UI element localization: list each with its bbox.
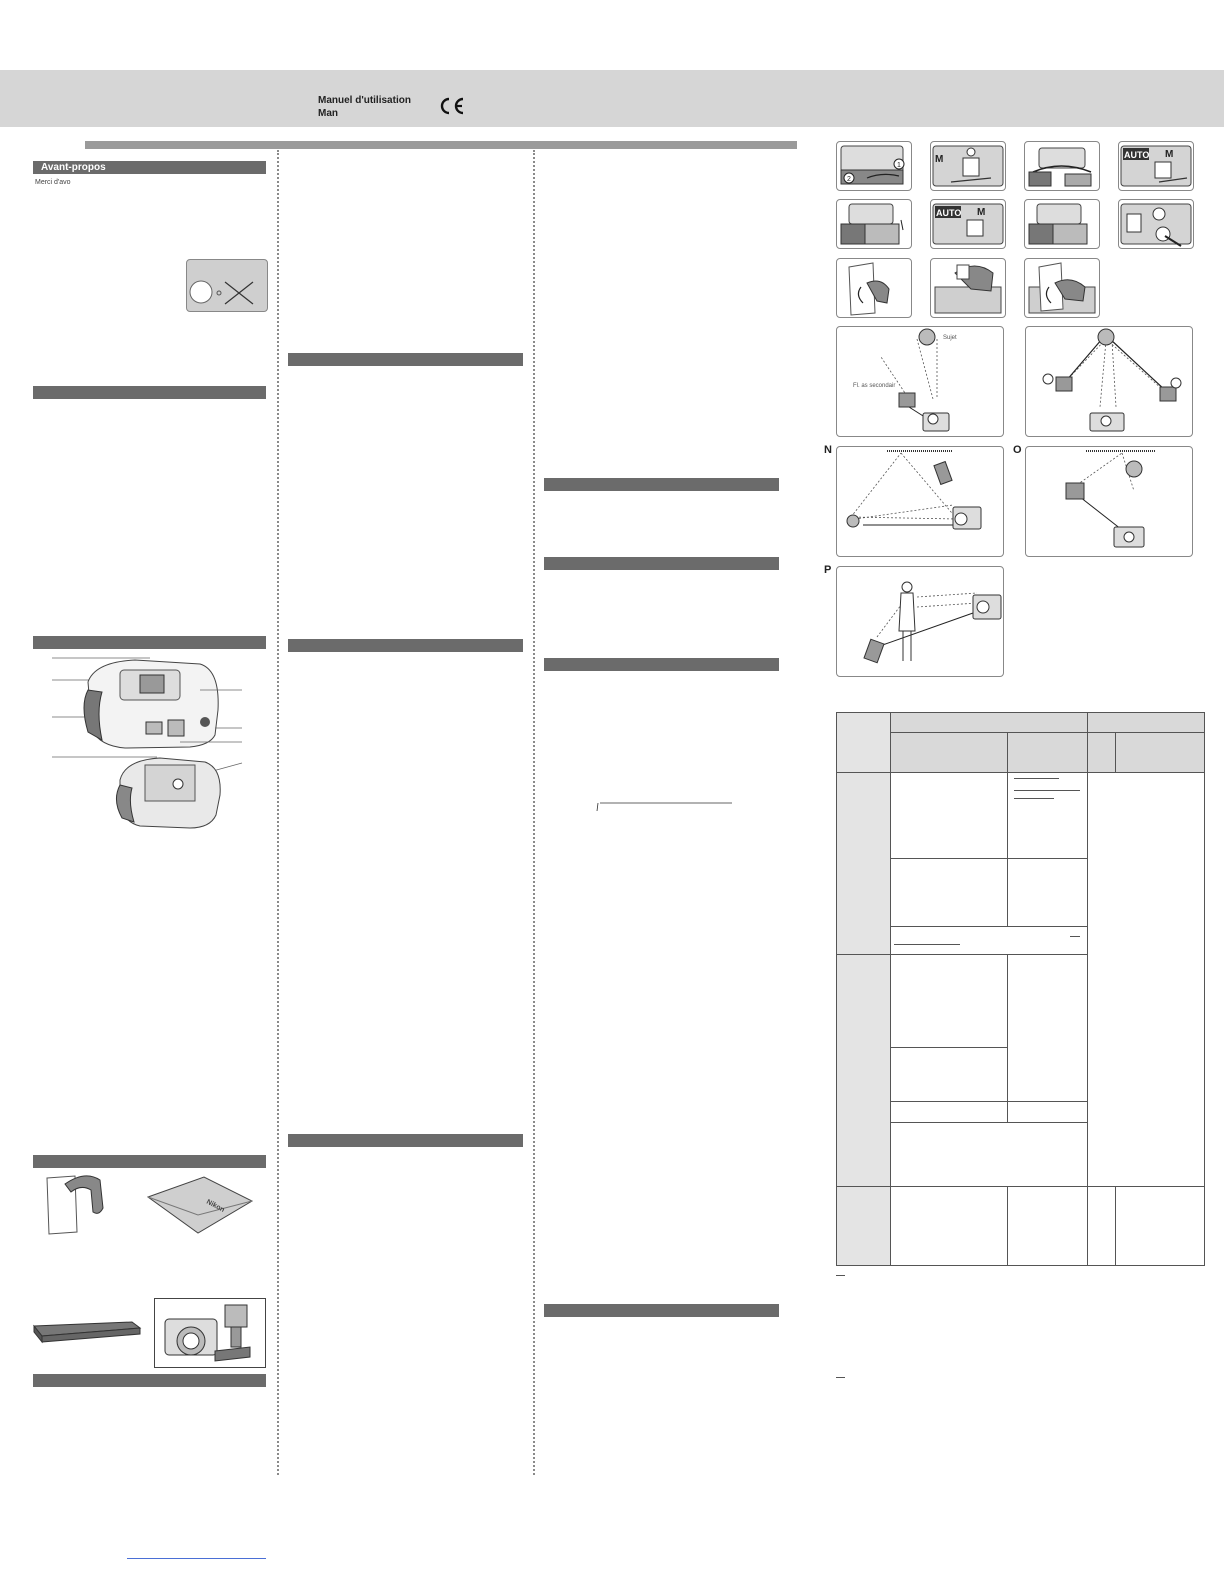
section-bar-2 xyxy=(33,386,266,399)
svg-text:1: 1 xyxy=(897,162,901,169)
svg-text:2: 2 xyxy=(847,176,851,183)
secondary-flash-label: Fl. as secondair xyxy=(853,383,896,389)
flash-unit-illustration xyxy=(50,650,250,835)
section-bar-8 xyxy=(288,1134,523,1147)
step-illustration-8 xyxy=(1118,199,1194,249)
manual-title-line1: Manuel d'utilisation xyxy=(318,95,411,106)
step-illustration-3 xyxy=(1024,141,1100,191)
diagram-letter-o: O xyxy=(1013,444,1022,456)
m-label-2: M xyxy=(977,207,986,218)
subject-label: Sujet xyxy=(943,335,957,341)
diffuser-illustration xyxy=(45,1170,115,1235)
prohibit-icon xyxy=(187,260,267,311)
pouch-illustration xyxy=(146,1175,254,1235)
table-row-header-col xyxy=(836,712,890,1266)
section-bar-6 xyxy=(288,353,523,366)
lighting-diagram-o xyxy=(1025,446,1193,557)
svg-text:Nikon: Nikon xyxy=(205,1198,226,1214)
footer-link[interactable] xyxy=(127,1558,266,1559)
lighting-diagram-n xyxy=(836,446,1004,557)
lighting-diagram-p xyxy=(836,566,1004,677)
footnote-mark-2 xyxy=(836,1377,845,1378)
footnote-mark-1 xyxy=(836,1275,845,1276)
header-band xyxy=(0,70,1224,127)
camera-with-flash-illustration xyxy=(154,1298,266,1368)
intro-text: Merci d'avo xyxy=(35,179,71,186)
ce-mark-icon xyxy=(437,96,467,116)
step-illustration-9 xyxy=(836,258,912,318)
spec-table xyxy=(836,712,1205,1266)
auto-label-2: AUTO xyxy=(936,208,962,218)
section-bar-4 xyxy=(33,1155,266,1168)
auto-label: AUTO xyxy=(1124,150,1150,160)
column-separator-2 xyxy=(533,150,535,1475)
step-illustration-10 xyxy=(930,258,1006,318)
step-illustration-2 xyxy=(930,141,1006,191)
diagram-letter-n: N xyxy=(824,444,832,456)
section-bar-avant-propos xyxy=(33,161,266,174)
step-illustration-5 xyxy=(836,199,912,249)
section-title: Avant-propos xyxy=(41,162,106,173)
warning-box xyxy=(186,259,268,312)
section-bar-7 xyxy=(288,639,523,652)
bracket-illustration xyxy=(32,1318,142,1348)
step-illustration-7 xyxy=(1024,199,1100,249)
formula-line xyxy=(596,800,736,812)
step-illustration-6 xyxy=(930,199,1006,249)
lighting-diagram-2 xyxy=(1025,326,1193,437)
step-illustration-4 xyxy=(1118,141,1194,191)
manual-title-line2: Man xyxy=(318,108,338,119)
manual-title xyxy=(318,94,411,120)
top-rule xyxy=(85,141,797,149)
m-label: M xyxy=(1165,149,1174,160)
mode-m-label: M xyxy=(935,154,944,165)
section-bar-10 xyxy=(544,557,779,570)
step-illustration-1 xyxy=(836,141,912,191)
column-separator-1 xyxy=(277,150,279,1475)
section-bar-12 xyxy=(544,1304,779,1317)
section-bar-11 xyxy=(544,658,779,671)
step-illustration-11 xyxy=(1024,258,1100,318)
diagram-letter-p: P xyxy=(824,564,832,576)
section-bar-3 xyxy=(33,636,266,649)
lighting-diagram-m xyxy=(836,326,1004,437)
table-header-row xyxy=(890,712,1205,772)
section-bar-9 xyxy=(544,478,779,491)
section-bar-5 xyxy=(33,1374,266,1387)
